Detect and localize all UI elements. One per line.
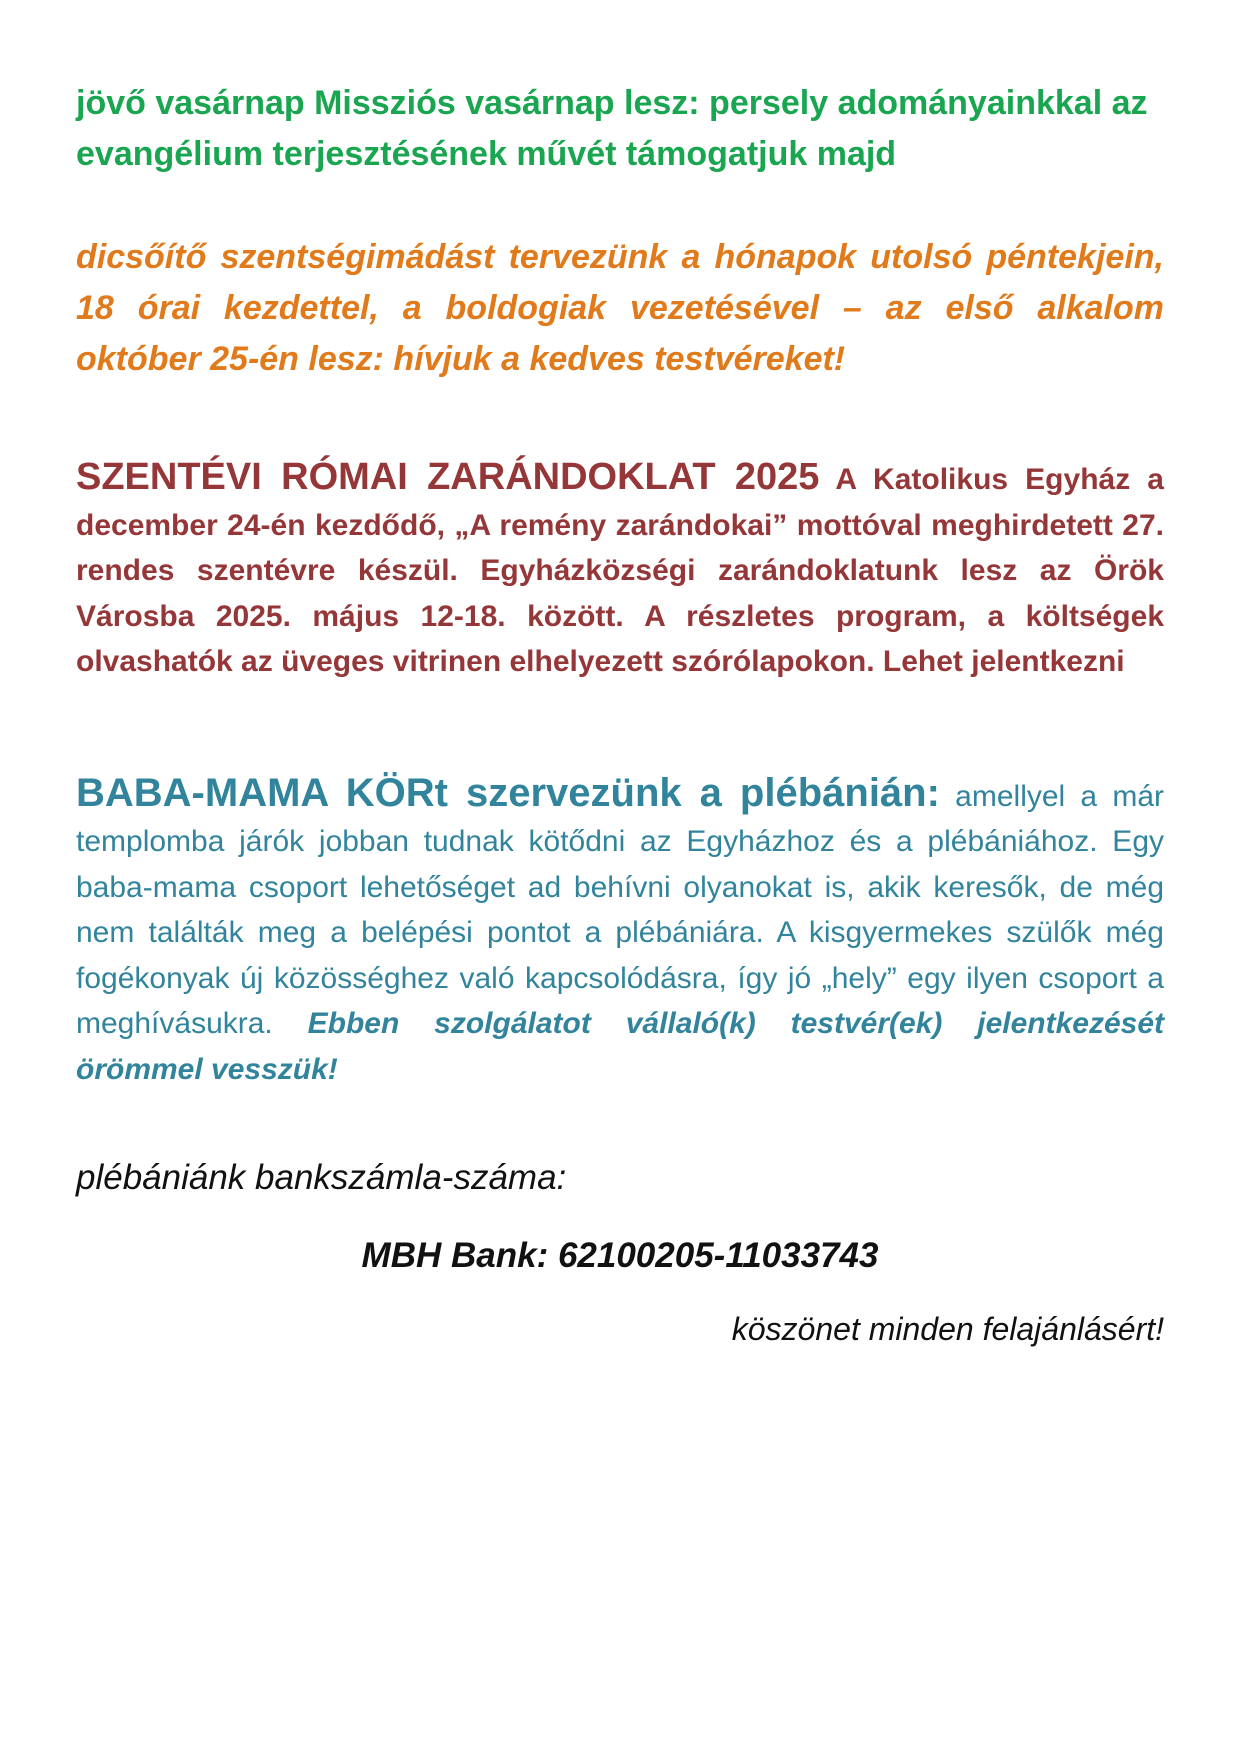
mission-sunday-notice: jövő vasárnap Missziós vasárnap lesz: persely adományainkkal az evangélium terjesztésének művét támogatjuk majd bbox=[76, 84, 1148, 173]
pilgrimage-title: SZENTÉVI RÓMAI ZARÁNDOKLAT 2025 bbox=[76, 456, 820, 498]
pilgrimage-body: A Katolikus Egyház a december 24-én kezdődő, „A remény zarándokai” mottóval meghirdetett 27. rendes szentévre készül. Egyházközségi zarándoklatunk lesz az Örök Városba 2025. május 12-18. között. A részletes program, a költségek olvashatók az üveges vitrinen elhelyezett szórólapokon. Lehet jelentkezni bbox=[76, 463, 1164, 678]
bank-account-number: MBH Bank: 62100205-11033743 bbox=[361, 1236, 879, 1275]
baby-mama-title: BABA-MAMA KÖRt szervezünk a plébánián: bbox=[76, 770, 940, 815]
announcement-page bbox=[76, 78, 1164, 1352]
pilgrimage-notice bbox=[76, 455, 1164, 685]
adoration-notice: dicsőítő szentségimádást tervezünk a hónapok utolsó péntekjein, 18 órai kezdettel, a boldogiak vezetésével – az első alkalom október 25-én lesz: hívjuk a kedves testvéreket! bbox=[76, 238, 1164, 378]
baby-mama-notice bbox=[76, 771, 1164, 1093]
bank-account-label: plébániánk bankszámla-száma: bbox=[76, 1158, 567, 1197]
baby-mama-call-to-action: Ebben szolgálatot vállaló(k) testvér(ek) jelentkezését örömmel vesszük! bbox=[76, 1007, 1165, 1086]
thanks-note: köszönet minden felajánlásért! bbox=[731, 1311, 1164, 1347]
baby-mama-body: amellyel a már templomba járók jobban tudnak kötődni az Egyházhoz és a plébániához. Egy baba-mama csoport lehetőséget ad behívni olyanokat is, akik keresők, de még nem találták meg a belépési pontot a plébániára. A kisgyermekes szülők még fogékonyak új közösséghez való kapcsolódásra, így jó „hely” egy ilyen csoport a meghívásukra. bbox=[76, 779, 1165, 1040]
